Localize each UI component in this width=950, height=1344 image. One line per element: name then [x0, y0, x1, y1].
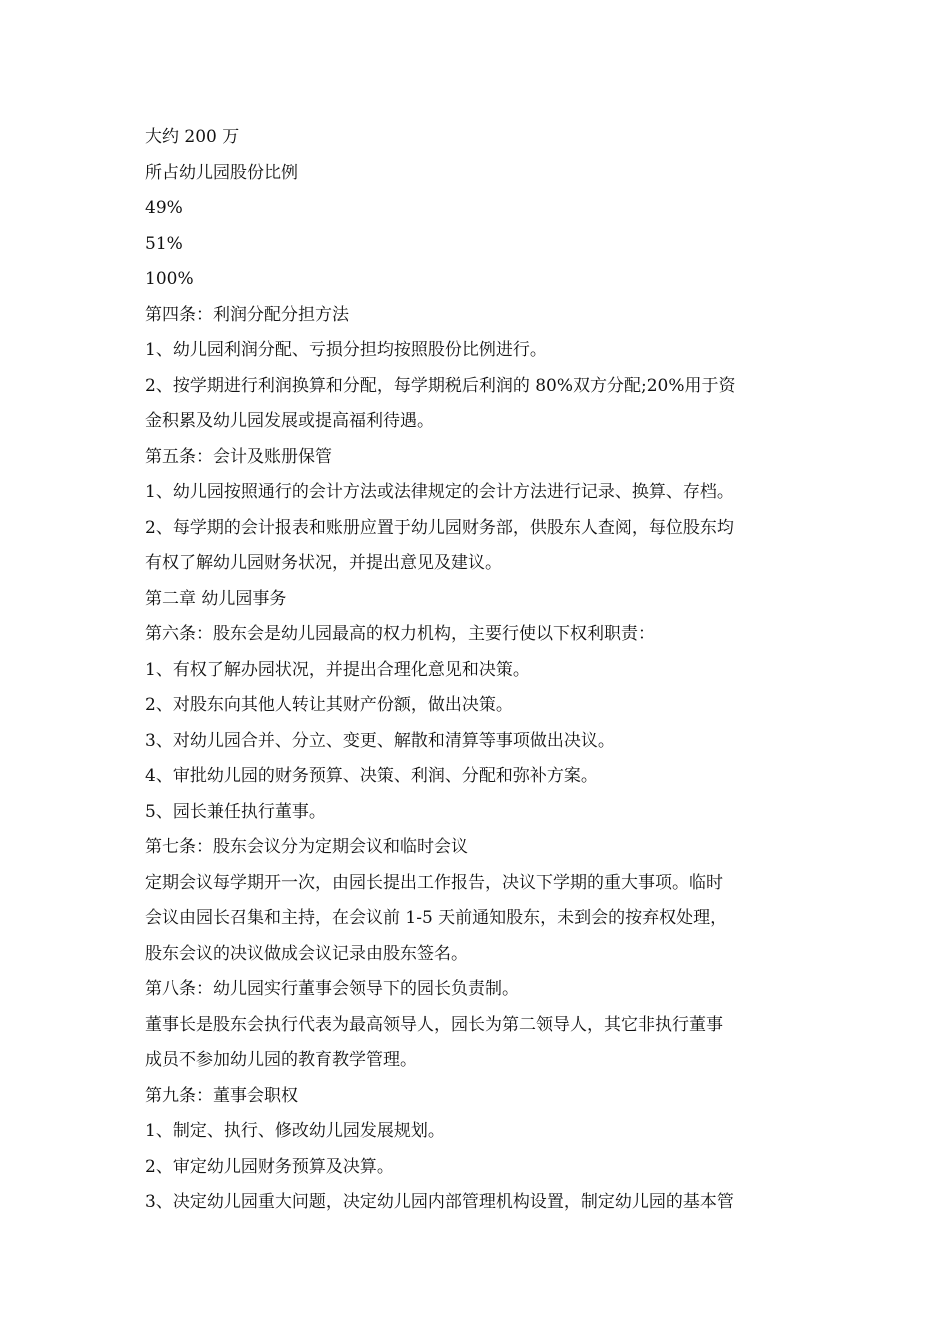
article7-para-line2: 会议由园长召集和主持，在会议前 1-5 天前通知股东，未到会的按弃权处理， — [145, 908, 728, 928]
share-ratio-total: 100% — [145, 269, 194, 289]
article5-item1: 1、幼儿园按照通行的会计方法或法律规定的会计方法进行记录、换算、存档。 — [145, 482, 734, 502]
article6-item3: 3、对幼儿园合并、分立、变更、解散和清算等事项做出决议。 — [145, 730, 615, 751]
article9-title: 第九条：董事会职权 — [145, 1085, 298, 1106]
article4-item2-line1: 2、按学期进行利润换算和分配，每学期税后利润的 80%双方分配;20%用于资 — [145, 375, 736, 396]
article7-para-line3: 股东会议的决议做成会议记录由股东签名。 — [145, 943, 468, 964]
article8-title: 第八条：幼儿园实行董事会领导下的园长负责制。 — [145, 979, 519, 999]
article4-item1: 1、幼儿园利润分配、亏损分担均按照股份比例进行。 — [145, 340, 547, 360]
article6-item2: 2、对股东向其他人转让其财产份额，做出决策。 — [145, 695, 513, 715]
article9-item3: 3、决定幼儿园重大问题，决定幼儿园内部管理机构设置，制定幼儿园的基本管 — [145, 1192, 734, 1212]
article4-title: 第四条：利润分配分担方法 — [145, 304, 349, 325]
article5-item2-line2: 有权了解幼儿园财务状况，并提出意见及建议。 — [145, 553, 502, 573]
article4-item2-line2: 金积累及幼儿园发展或提高福利待遇。 — [145, 411, 434, 431]
article7-title: 第七条：股东会议分为定期会议和临时会议 — [145, 837, 468, 857]
article6-item4: 4、审批幼儿园的财务预算、决策、利润、分配和弥补方案。 — [145, 766, 598, 786]
article9-item1: 1、制定、执行、修改幼儿园发展规划。 — [145, 1121, 445, 1141]
article5-item2-line1: 2、每学期的会计报表和账册应置于幼儿园财务部，供股东人查阅，每位股东均 — [145, 517, 734, 538]
article6-item1: 1、有权了解办园状况，并提出合理化意见和决策。 — [145, 659, 530, 680]
share-ratio-a: 49% — [145, 198, 183, 218]
article6-item5: 5、园长兼任执行董事。 — [145, 801, 326, 822]
article9-item2: 2、审定幼儿园财务预算及决算。 — [145, 1156, 394, 1177]
article5-title: 第五条：会计及账册保管 — [145, 446, 332, 467]
share-ratio-label: 所占幼儿园股份比例 — [145, 162, 298, 183]
article8-para-line1: 董事长是股东会执行代表为最高领导人，园长为第二领导人，其它非执行董事 — [145, 1014, 723, 1035]
chapter2-title: 第二章 幼儿园事务 — [145, 588, 287, 609]
article6-title: 第六条：股东会是幼儿园最高的权力机构，主要行使以下权利职责： — [145, 624, 655, 644]
document-body — [145, 120, 815, 1221]
investment-amount: 大约 200 万 — [145, 127, 240, 147]
article8-para-line2: 成员不参加幼儿园的教育教学管理。 — [145, 1050, 417, 1070]
share-ratio-b: 51% — [145, 233, 183, 254]
article7-para-line1: 定期会议每学期开一次，由园长提出工作报告，决议下学期的重大事项。临时 — [145, 872, 723, 893]
